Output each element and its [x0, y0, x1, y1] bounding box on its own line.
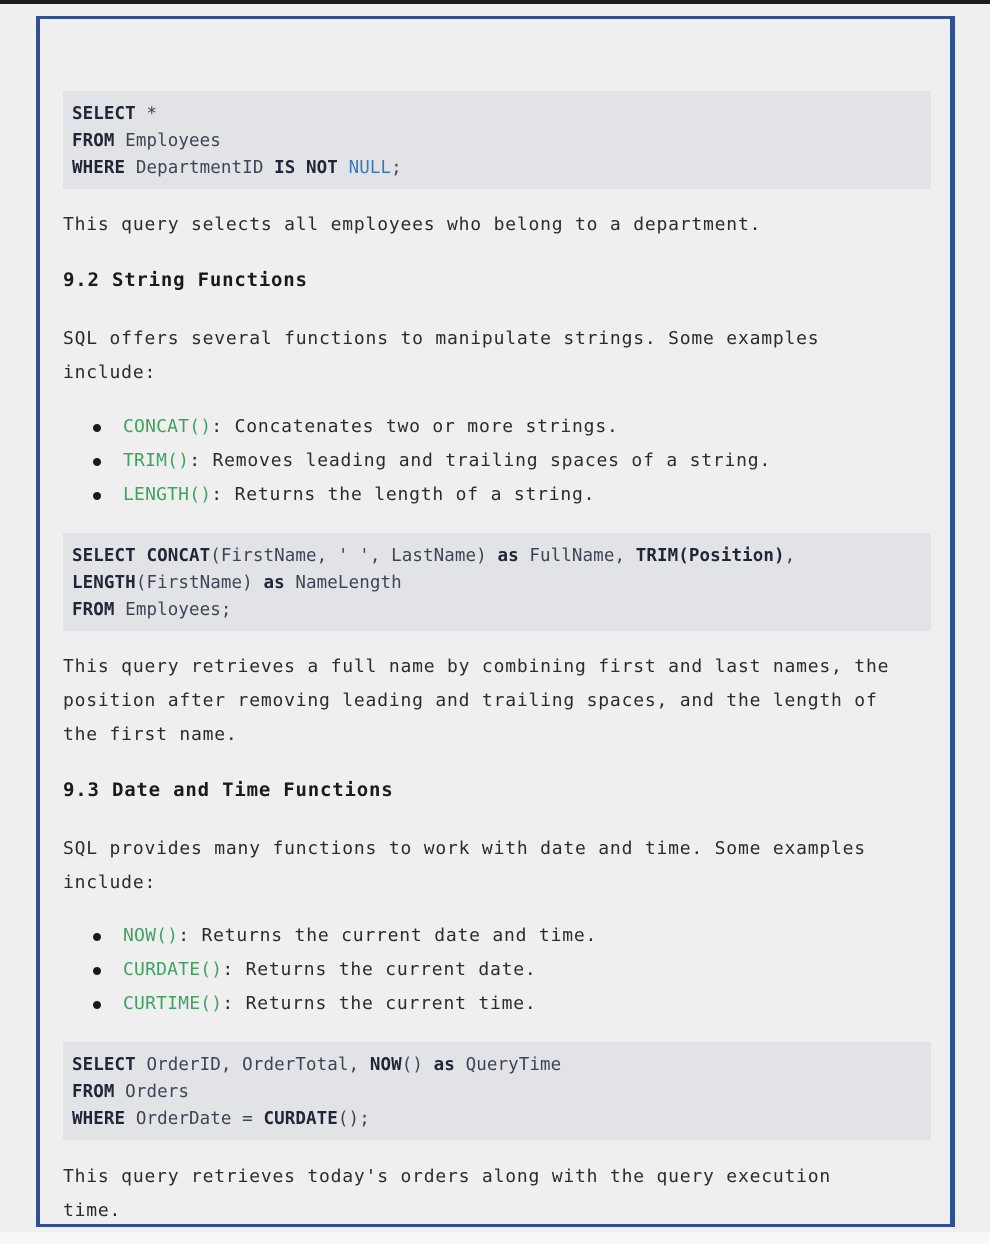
list-item [91, 410, 771, 444]
sql-keyword: TRIM(Position) [635, 546, 785, 566]
sql-keyword: WHERE [72, 158, 126, 178]
sql-literal: NULL [348, 158, 392, 178]
paragraph-line: SQL provides many functions to work with date and time. Some examples [63, 838, 866, 859]
sql-text: (FirstName, ' ', LastName) [210, 546, 498, 566]
function-description: : Returns the current time. [222, 993, 537, 1014]
code-block-1 [63, 91, 931, 189]
paragraph-string-intro [63, 322, 819, 390]
sql-keyword: as [263, 573, 285, 593]
function-name: LENGTH() [123, 484, 212, 505]
code-line [72, 155, 922, 182]
bullet-icon [93, 1001, 101, 1009]
sql-text: NameLength [284, 573, 402, 593]
sql-text: OrderID, OrderTotal, [135, 1055, 370, 1075]
sql-text: Employees [114, 131, 221, 151]
function-description: : Removes leading and trailing spaces of a string. [189, 450, 772, 471]
function-name: CURDATE() [123, 959, 223, 980]
code-line [72, 1106, 922, 1133]
function-description: : Returns the length of a string. [211, 484, 596, 505]
bottom-strip [0, 1232, 990, 1244]
sql-text: FullName, [518, 546, 636, 566]
function-name: TRIM() [123, 450, 190, 471]
list-item [91, 953, 597, 987]
code-block-2 [63, 533, 931, 631]
sql-text: OrderDate = [125, 1109, 264, 1129]
sql-text: , [784, 546, 796, 566]
sql-text: Orders [114, 1082, 189, 1102]
sql-text: QueryTime [454, 1055, 562, 1075]
code-block-3 [63, 1042, 931, 1140]
list-item [91, 919, 597, 953]
sql-keyword: CURDATE [263, 1109, 338, 1129]
section-heading-9-3: 9.3 Date and Time Functions [63, 779, 394, 801]
sql-text: (); [337, 1109, 370, 1129]
paragraph-line: This query retrieves a full name by combining first and last names, the [63, 656, 890, 677]
paragraph-query-description-2 [63, 650, 889, 752]
section-heading-9-2: 9.2 String Functions [63, 269, 308, 291]
sql-keyword: SELECT [72, 104, 136, 124]
sql-keyword: NOW [369, 1055, 402, 1075]
sql-text: () [401, 1055, 434, 1075]
sql-keyword: FROM [72, 600, 115, 620]
paragraph-line: the first name. [63, 724, 238, 745]
code-line [72, 597, 922, 624]
paragraph-line: This query retrieves today's orders along with the query execution [63, 1166, 832, 1187]
sql-keyword: LENGTH [72, 573, 136, 593]
string-functions-list [63, 410, 771, 512]
sql-text: * [135, 104, 158, 124]
function-name: CONCAT() [123, 416, 212, 437]
sql-text: (FirstName) [135, 573, 264, 593]
list-item [91, 444, 771, 478]
code-line [72, 1079, 922, 1106]
bullet-icon [93, 492, 101, 500]
function-description: : Returns the current date. [222, 959, 537, 980]
top-bar [0, 0, 990, 4]
sql-keyword: IS NOT [274, 158, 338, 178]
paragraph-line: SQL offers several functions to manipulate strings. Some examples [63, 328, 820, 349]
paragraph-line: include: [63, 362, 157, 383]
document-frame [36, 16, 955, 1227]
paragraph-line: position after removing leading and trailing spaces, and the length of [63, 690, 878, 711]
paragraph-query-description-1: This query selects all employees who belong to a department. [63, 214, 762, 235]
datetime-functions-list [63, 919, 597, 1021]
sql-keyword: SELECT CONCAT [72, 546, 211, 566]
paragraph-line: include: [63, 872, 157, 893]
bullet-icon [93, 424, 101, 432]
function-description: : Returns the current date and time. [178, 925, 598, 946]
sql-keyword: WHERE [72, 1109, 126, 1129]
bullet-icon [93, 933, 101, 941]
sql-keyword: as [497, 546, 519, 566]
function-name: CURTIME() [123, 993, 223, 1014]
bullet-icon [93, 458, 101, 466]
bullet-icon [93, 967, 101, 975]
paragraph-query-description-3 [63, 1160, 831, 1228]
sql-keyword: FROM [72, 1082, 115, 1102]
code-line [72, 570, 922, 597]
function-name: NOW() [123, 925, 179, 946]
sql-text: DepartmentID [125, 158, 275, 178]
code-line [72, 128, 922, 155]
list-item [91, 478, 771, 512]
sql-keyword: FROM [72, 131, 115, 151]
code-line [72, 543, 922, 570]
sql-text [338, 158, 349, 178]
sql-keyword: SELECT [72, 1055, 136, 1075]
code-line [72, 101, 922, 128]
sql-keyword: as [433, 1055, 455, 1075]
paragraph-line: time. [63, 1200, 122, 1221]
sql-text: Employees; [114, 600, 232, 620]
sql-text: ; [391, 158, 402, 178]
code-line [72, 1052, 922, 1079]
paragraph-datetime-intro [63, 832, 866, 900]
function-description: : Concatenates two or more strings. [211, 416, 619, 437]
list-item [91, 987, 597, 1021]
